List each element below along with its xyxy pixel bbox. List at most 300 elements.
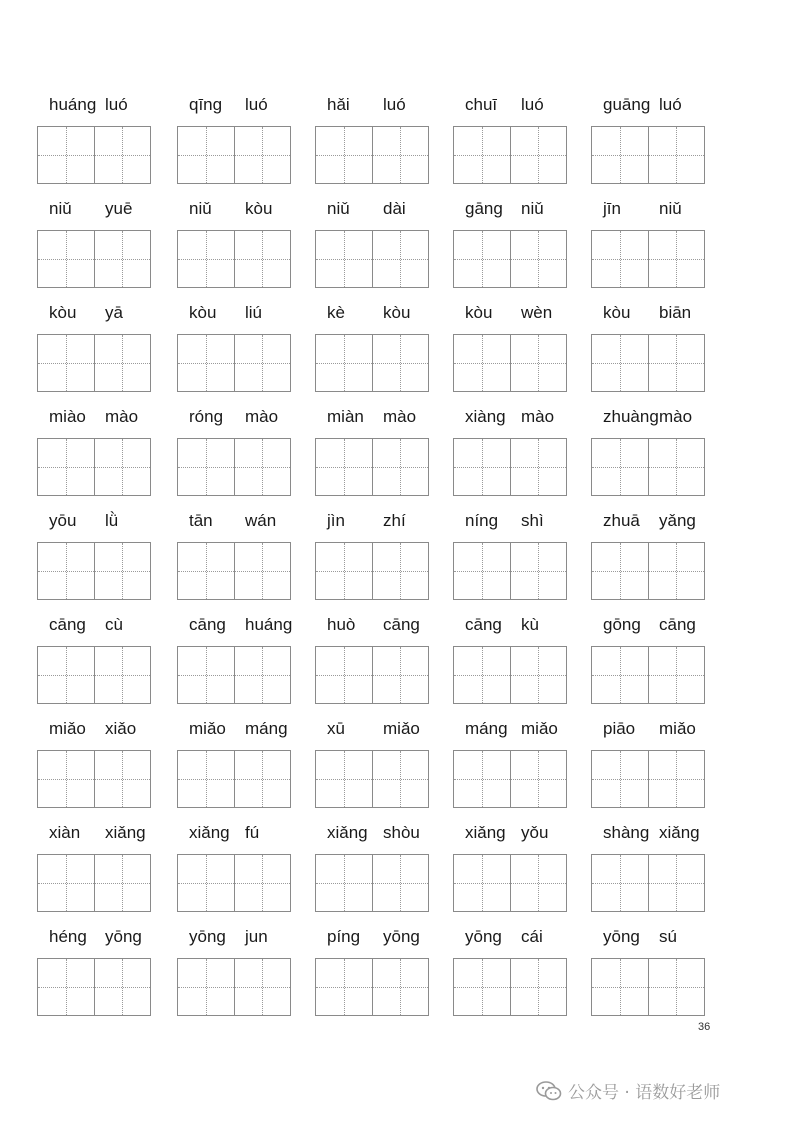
word-cell xyxy=(453,612,567,638)
pinyin-syllable: miǎo xyxy=(49,719,86,738)
tianzige-box[interactable] xyxy=(592,335,648,391)
tianzige-box[interactable] xyxy=(510,335,567,391)
word-cell xyxy=(177,716,291,742)
pinyin-syllable: gāng xyxy=(465,199,503,218)
pinyin-label xyxy=(315,924,429,950)
pinyin-syllable: zhuàng xyxy=(603,407,659,426)
worksheet-row xyxy=(0,508,794,612)
pinyin-syllable: róng xyxy=(189,407,224,426)
pinyin-syllable: mào xyxy=(521,407,555,426)
tianzige-box[interactable] xyxy=(372,751,429,807)
tianzige-box[interactable] xyxy=(648,127,705,183)
tianzige-box-pair xyxy=(177,958,291,1016)
tianzige-box-pair xyxy=(453,750,567,808)
word-cell xyxy=(591,196,705,222)
pinyin-syllable: cāng xyxy=(465,615,502,634)
word-cell xyxy=(315,924,429,950)
tianzige-box-pair xyxy=(453,646,567,704)
pinyin-syllable: yuē xyxy=(105,199,133,218)
tianzige-box[interactable] xyxy=(316,127,372,183)
tianzige-box[interactable] xyxy=(316,751,372,807)
pinyin-label xyxy=(591,924,705,950)
pinyin-label xyxy=(453,612,567,638)
tianzige-box-pair xyxy=(177,438,291,496)
word-cell xyxy=(453,716,567,742)
tianzige-box-pair xyxy=(315,126,429,184)
tianzige-box[interactable] xyxy=(454,231,510,287)
tianzige-box[interactable] xyxy=(648,959,705,1015)
pinyin-syllable: xiàng xyxy=(465,407,506,426)
word-cell xyxy=(177,196,291,222)
tianzige-box-pair xyxy=(37,958,151,1016)
word-cell xyxy=(37,300,151,326)
tianzige-box-pair xyxy=(177,646,291,704)
tianzige-box[interactable] xyxy=(592,751,648,807)
pinyin-label xyxy=(37,404,151,430)
pinyin-label xyxy=(453,820,567,846)
word-cell xyxy=(177,404,291,430)
tianzige-box[interactable] xyxy=(178,751,234,807)
pinyin-label xyxy=(37,716,151,742)
page-number: 36 xyxy=(698,1021,711,1033)
pinyin-syllable: xiǎng xyxy=(327,823,368,842)
pinyin-label xyxy=(37,92,151,118)
tianzige-box[interactable] xyxy=(234,127,291,183)
pinyin-syllable: kòu xyxy=(189,303,217,322)
pinyin-syllable: chuī xyxy=(465,95,498,114)
pinyin-syllable: luó xyxy=(383,95,406,114)
pinyin-syllable: niǔ xyxy=(659,199,682,218)
tianzige-box[interactable] xyxy=(372,231,429,287)
tianzige-box[interactable] xyxy=(234,335,291,391)
pinyin-label xyxy=(315,820,429,846)
tianzige-box-pair xyxy=(591,438,705,496)
pinyin-label xyxy=(591,820,705,846)
tianzige-box[interactable] xyxy=(510,127,567,183)
pinyin-syllable: yōng xyxy=(465,927,502,946)
pinyin-syllable: héng xyxy=(49,927,87,946)
tianzige-box[interactable] xyxy=(234,231,291,287)
pinyin-label xyxy=(177,820,291,846)
word-cell xyxy=(453,196,567,222)
pinyin-label xyxy=(177,196,291,222)
tianzige-box[interactable] xyxy=(510,543,567,599)
tianzige-box[interactable] xyxy=(648,751,705,807)
tianzige-box[interactable] xyxy=(372,959,429,1015)
tianzige-box[interactable] xyxy=(454,127,510,183)
tianzige-box-pair xyxy=(453,230,567,288)
tianzige-box[interactable] xyxy=(94,647,151,703)
tianzige-box-pair xyxy=(37,854,151,912)
pinyin-syllable: kòu xyxy=(49,303,77,322)
tianzige-box-pair xyxy=(315,230,429,288)
tianzige-box-pair xyxy=(177,854,291,912)
tianzige-box[interactable] xyxy=(94,439,151,495)
pinyin-label xyxy=(177,404,291,430)
tianzige-box[interactable] xyxy=(316,959,372,1015)
pinyin-label xyxy=(315,300,429,326)
pinyin-syllable: xiǎng xyxy=(189,823,230,842)
word-cell xyxy=(37,404,151,430)
wechat-icon xyxy=(536,1081,562,1101)
word-cell xyxy=(37,924,151,950)
word-cell xyxy=(37,92,151,118)
pinyin-syllable: zhí xyxy=(383,511,406,530)
worksheet-row xyxy=(0,300,794,404)
word-cell xyxy=(177,924,291,950)
pinyin-syllable: níng xyxy=(465,511,499,530)
pinyin-label xyxy=(453,92,567,118)
pinyin-label xyxy=(177,92,291,118)
tianzige-box[interactable] xyxy=(178,439,234,495)
word-cell xyxy=(453,508,567,534)
word-cell xyxy=(315,820,429,846)
word-cell xyxy=(37,508,151,534)
pinyin-label xyxy=(315,92,429,118)
pinyin-syllable: kòu xyxy=(383,303,411,322)
pinyin-syllable: cāng xyxy=(383,615,420,634)
tianzige-box-pair xyxy=(177,230,291,288)
pinyin-syllable: huáng xyxy=(245,615,293,634)
pinyin-label xyxy=(315,196,429,222)
pinyin-syllable: yōu xyxy=(49,511,77,530)
tianzige-box-pair xyxy=(37,542,151,600)
tianzige-box[interactable] xyxy=(94,751,151,807)
pinyin-syllable: yǒu xyxy=(521,823,549,842)
tianzige-box[interactable] xyxy=(372,439,429,495)
tianzige-box[interactable] xyxy=(454,959,510,1015)
pinyin-syllable: qīng xyxy=(189,95,223,114)
pinyin-syllable: jun xyxy=(245,927,268,946)
tianzige-box[interactable] xyxy=(316,543,372,599)
tianzige-box[interactable] xyxy=(94,127,151,183)
pinyin-syllable: máng xyxy=(245,719,288,738)
pinyin-label xyxy=(37,612,151,638)
pinyin-syllable: yǎng xyxy=(659,511,696,530)
tianzige-box-pair xyxy=(591,542,705,600)
tianzige-box[interactable] xyxy=(234,959,291,1015)
word-cell xyxy=(177,612,291,638)
pinyin-label xyxy=(37,924,151,950)
word-cell xyxy=(315,196,429,222)
tianzige-box[interactable] xyxy=(38,543,94,599)
tianzige-box[interactable] xyxy=(38,959,94,1015)
tianzige-box[interactable] xyxy=(648,543,705,599)
pinyin-syllable: mào xyxy=(383,407,417,426)
pinyin-syllable: wán xyxy=(245,511,277,530)
tianzige-box[interactable] xyxy=(38,335,94,391)
pinyin-label xyxy=(177,716,291,742)
tianzige-box[interactable] xyxy=(648,855,705,911)
tianzige-box[interactable] xyxy=(510,855,567,911)
watermark-text: 公众号 · 语数好老师 xyxy=(568,1083,721,1103)
pinyin-syllable: miǎo xyxy=(659,719,696,738)
tianzige-box-pair xyxy=(37,334,151,392)
tianzige-box[interactable] xyxy=(178,855,234,911)
tianzige-box-pair xyxy=(453,334,567,392)
tianzige-box-pair xyxy=(591,958,705,1016)
tianzige-box[interactable] xyxy=(94,543,151,599)
word-cell xyxy=(315,508,429,534)
word-cell xyxy=(591,924,705,950)
tianzige-box[interactable] xyxy=(592,543,648,599)
tianzige-box-pair xyxy=(453,958,567,1016)
tianzige-box[interactable] xyxy=(178,959,234,1015)
pinyin-syllable: cāng xyxy=(49,615,86,634)
tianzige-box[interactable] xyxy=(372,335,429,391)
tianzige-box-pair xyxy=(177,542,291,600)
tianzige-box-pair xyxy=(315,958,429,1016)
pinyin-syllable: niǔ xyxy=(189,199,212,218)
pinyin-label xyxy=(591,196,705,222)
worksheet-row xyxy=(0,924,794,1028)
pinyin-syllable: xiǎo xyxy=(105,719,137,738)
pinyin-syllable: kòu xyxy=(603,303,631,322)
tianzige-box[interactable] xyxy=(454,335,510,391)
tianzige-box-pair xyxy=(37,230,151,288)
pinyin-label xyxy=(177,924,291,950)
tianzige-box[interactable] xyxy=(38,231,94,287)
pinyin-syllable: xū xyxy=(327,719,345,738)
tianzige-box[interactable] xyxy=(592,231,648,287)
tianzige-box-pair xyxy=(37,126,151,184)
tianzige-box-pair xyxy=(315,542,429,600)
tianzige-box[interactable] xyxy=(234,751,291,807)
tianzige-box[interactable] xyxy=(648,439,705,495)
tianzige-box[interactable] xyxy=(454,543,510,599)
word-cell xyxy=(591,508,705,534)
pinyin-label xyxy=(177,508,291,534)
tianzige-box[interactable] xyxy=(510,647,567,703)
word-cell xyxy=(177,92,291,118)
pinyin-syllable: miào xyxy=(49,407,86,426)
tianzige-box-pair xyxy=(453,126,567,184)
pinyin-syllable: cù xyxy=(105,615,123,634)
tianzige-box[interactable] xyxy=(178,543,234,599)
tianzige-box-pair xyxy=(591,646,705,704)
pinyin-label xyxy=(453,508,567,534)
pinyin-syllable: miàn xyxy=(327,407,364,426)
pinyin-syllable: niǔ xyxy=(521,199,544,218)
tianzige-box-pair xyxy=(315,854,429,912)
tianzige-box[interactable] xyxy=(234,543,291,599)
tianzige-box[interactable] xyxy=(648,647,705,703)
tianzige-box[interactable] xyxy=(178,231,234,287)
tianzige-box[interactable] xyxy=(38,127,94,183)
pinyin-syllable: jīn xyxy=(603,199,621,218)
pinyin-label xyxy=(591,508,705,534)
pinyin-syllable: xiàn xyxy=(49,823,81,842)
pinyin-syllable: huáng xyxy=(49,95,97,114)
tianzige-box[interactable] xyxy=(510,751,567,807)
pinyin-label xyxy=(177,300,291,326)
tianzige-box[interactable] xyxy=(316,439,372,495)
tianzige-box[interactable] xyxy=(592,439,648,495)
tianzige-box-pair xyxy=(591,334,705,392)
pinyin-label xyxy=(177,612,291,638)
pinyin-syllable: luó xyxy=(659,95,682,114)
pinyin-syllable: biān xyxy=(659,303,692,322)
pinyin-syllable: kè xyxy=(327,303,345,322)
worksheet-row xyxy=(0,820,794,924)
tianzige-box[interactable] xyxy=(510,959,567,1015)
word-cell xyxy=(315,404,429,430)
word-cell xyxy=(315,716,429,742)
tianzige-box-pair xyxy=(177,334,291,392)
word-cell xyxy=(315,612,429,638)
worksheet-row xyxy=(0,92,794,196)
pinyin-syllable: hǎi xyxy=(327,95,350,114)
tianzige-box[interactable] xyxy=(94,335,151,391)
word-cell xyxy=(37,612,151,638)
pinyin-syllable: kòu xyxy=(245,199,273,218)
word-cell xyxy=(591,404,705,430)
worksheet-row xyxy=(0,612,794,716)
pinyin-label xyxy=(315,716,429,742)
tianzige-box-pair xyxy=(177,750,291,808)
pinyin-syllable: luó xyxy=(245,95,268,114)
pinyin-syllable: cāng xyxy=(189,615,226,634)
tianzige-box[interactable] xyxy=(94,855,151,911)
pinyin-label xyxy=(453,300,567,326)
pinyin-label xyxy=(315,508,429,534)
tianzige-box[interactable] xyxy=(38,439,94,495)
tianzige-box[interactable] xyxy=(372,127,429,183)
tianzige-box[interactable] xyxy=(316,231,372,287)
pinyin-syllable: zhuā xyxy=(603,511,640,530)
tianzige-box-pair xyxy=(453,438,567,496)
tianzige-box-pair xyxy=(315,750,429,808)
pinyin-syllable: niǔ xyxy=(327,199,350,218)
pinyin-label xyxy=(591,716,705,742)
pinyin-syllable: cái xyxy=(521,927,543,946)
tianzige-box-pair xyxy=(315,438,429,496)
tianzige-box[interactable] xyxy=(454,647,510,703)
pinyin-syllable: wèn xyxy=(521,303,553,322)
pinyin-label xyxy=(591,404,705,430)
word-cell xyxy=(37,716,151,742)
pinyin-label xyxy=(37,300,151,326)
tianzige-box[interactable] xyxy=(592,855,648,911)
pinyin-label xyxy=(37,196,151,222)
tianzige-box-pair xyxy=(37,750,151,808)
pinyin-syllable: miǎo xyxy=(383,719,420,738)
word-cell xyxy=(591,820,705,846)
word-cell xyxy=(453,92,567,118)
tianzige-box[interactable] xyxy=(38,855,94,911)
pinyin-syllable: yā xyxy=(105,303,123,322)
tianzige-box[interactable] xyxy=(454,439,510,495)
tianzige-box[interactable] xyxy=(648,231,705,287)
tianzige-box[interactable] xyxy=(372,855,429,911)
pinyin-syllable: luó xyxy=(521,95,544,114)
word-cell xyxy=(315,92,429,118)
pinyin-syllable: niǔ xyxy=(49,199,72,218)
pinyin-syllable: kòu xyxy=(465,303,493,322)
pinyin-label xyxy=(453,404,567,430)
pinyin-syllable: huò xyxy=(327,615,356,634)
pinyin-syllable: liú xyxy=(245,303,263,322)
tianzige-box[interactable] xyxy=(372,543,429,599)
word-cell xyxy=(177,508,291,534)
word-cell xyxy=(591,612,705,638)
pinyin-syllable: tān xyxy=(189,511,213,530)
pinyin-syllable: xiǎng xyxy=(105,823,146,842)
tianzige-box[interactable] xyxy=(454,751,510,807)
tianzige-box-pair xyxy=(315,334,429,392)
pinyin-syllable: mào xyxy=(245,407,279,426)
tianzige-box-pair xyxy=(37,438,151,496)
tianzige-box[interactable] xyxy=(372,647,429,703)
pinyin-syllable: píng xyxy=(327,927,361,946)
tianzige-box[interactable] xyxy=(38,647,94,703)
tianzige-box[interactable] xyxy=(316,335,372,391)
word-cell xyxy=(315,300,429,326)
pinyin-syllable: dài xyxy=(383,199,406,218)
pinyin-syllable: yōng xyxy=(383,927,420,946)
tianzige-box[interactable] xyxy=(234,439,291,495)
tianzige-box[interactable] xyxy=(94,231,151,287)
pinyin-syllable: lǜ xyxy=(105,511,119,530)
tianzige-box[interactable] xyxy=(454,855,510,911)
tianzige-box[interactable] xyxy=(592,127,648,183)
tianzige-box-pair xyxy=(591,126,705,184)
tianzige-box[interactable] xyxy=(510,439,567,495)
tianzige-box[interactable] xyxy=(510,231,567,287)
pinyin-syllable: miǎo xyxy=(189,719,226,738)
tianzige-box[interactable] xyxy=(178,127,234,183)
watermark xyxy=(536,1078,720,1103)
pinyin-syllable: mào xyxy=(105,407,139,426)
pinyin-label xyxy=(591,612,705,638)
tianzige-box[interactable] xyxy=(178,335,234,391)
pinyin-label xyxy=(453,924,567,950)
pinyin-syllable: guāng xyxy=(603,95,651,114)
tianzige-box[interactable] xyxy=(38,751,94,807)
tianzige-box[interactable] xyxy=(592,959,648,1015)
word-cell xyxy=(177,300,291,326)
tianzige-box[interactable] xyxy=(648,335,705,391)
word-cell xyxy=(37,820,151,846)
tianzige-box[interactable] xyxy=(592,647,648,703)
pinyin-syllable: miǎo xyxy=(521,719,558,738)
tianzige-box-pair xyxy=(591,230,705,288)
pinyin-syllable: yōng xyxy=(189,927,226,946)
tianzige-box-pair xyxy=(315,646,429,704)
pinyin-syllable: fú xyxy=(245,823,260,842)
pinyin-syllable: shàng xyxy=(603,823,650,842)
pinyin-syllable: piāo xyxy=(603,719,636,738)
word-cell xyxy=(453,404,567,430)
pinyin-label xyxy=(315,404,429,430)
tianzige-box-pair xyxy=(591,750,705,808)
word-cell xyxy=(453,924,567,950)
tianzige-box-pair xyxy=(177,126,291,184)
pinyin-syllable: cāng xyxy=(659,615,696,634)
tianzige-box[interactable] xyxy=(234,855,291,911)
word-cell xyxy=(37,196,151,222)
tianzige-box[interactable] xyxy=(94,959,151,1015)
tianzige-box[interactable] xyxy=(234,647,291,703)
word-cell xyxy=(453,300,567,326)
tianzige-box[interactable] xyxy=(178,647,234,703)
pinyin-label xyxy=(37,508,151,534)
word-cell xyxy=(177,820,291,846)
pinyin-syllable: gōng xyxy=(603,615,641,634)
tianzige-box[interactable] xyxy=(316,855,372,911)
worksheet-row xyxy=(0,196,794,300)
tianzige-box[interactable] xyxy=(316,647,372,703)
